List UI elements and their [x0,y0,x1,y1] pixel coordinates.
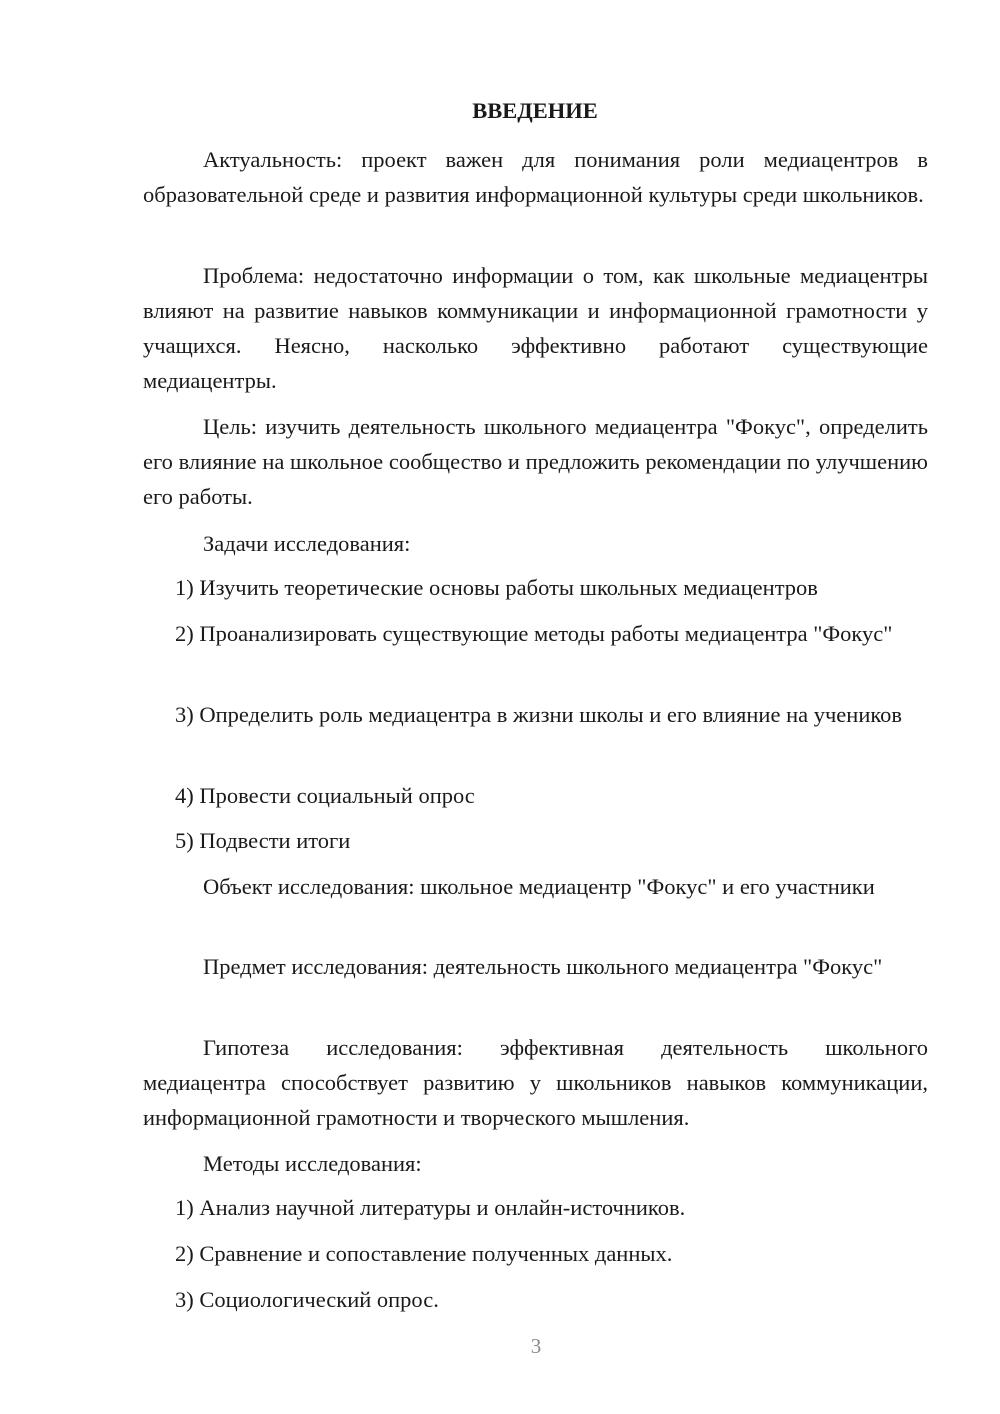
object-paragraph: Объект исследования: школьное медиацентр "Фокус" и его участники [203,874,875,899]
task-item: 2) Проанализировать существующие методы работы медиацентра "Фокус" [175,621,893,646]
goal-paragraph: Цель: изучить деятельность школьного медиацентра "Фокус", определить его влияние на школьное сообщество и предложить рекомендации по улучшению его работы. [143,414,928,509]
method-item: 3) Социологический опрос. [175,1287,439,1312]
page-number: 3 [530,1334,542,1358]
tasks-title: Задачи исследования: [203,531,411,556]
methods-title: Методы исследования: [203,1151,422,1176]
task-item: 5) Подвести итоги [175,828,351,853]
problem-paragraph: Проблема: недостаточно информации о том, как школьные медиацентры влияют на развитие навыков коммуникации и информационной грамотности у учащихся. Неясно, насколько эффективно работают существующие медиацентры. [143,263,928,393]
task-item: 4) Провести социальный опрос [175,783,475,808]
hypothesis-paragraph: Гипотеза исследования: эффективная деятельность школьного медиацентра способствует развитию у школьников навыков коммуникации, информационной грамотности и творческого мышления. [143,1035,928,1130]
method-item: 2) Сравнение и сопоставление полученных данных. [175,1241,673,1266]
method-item: 1) Анализ научной литературы и онлайн-источников. [175,1195,686,1220]
task-item: 1) Изучить теоретические основы работы школьных медиацентров [175,575,818,600]
relevance-paragraph: Актуальность: проект важен для понимания роли медиацентров в образовательной среде и развития информационной культуры среди школьников. [143,147,928,207]
page-title: ВВЕДЕНИЕ [472,98,598,123]
subject-paragraph: Предмет исследования: деятельность школьного медиацентра "Фокус" [203,954,883,979]
task-item: 3) Определить роль медиацентра в жизни школы и его влияние на учеников [175,702,903,727]
